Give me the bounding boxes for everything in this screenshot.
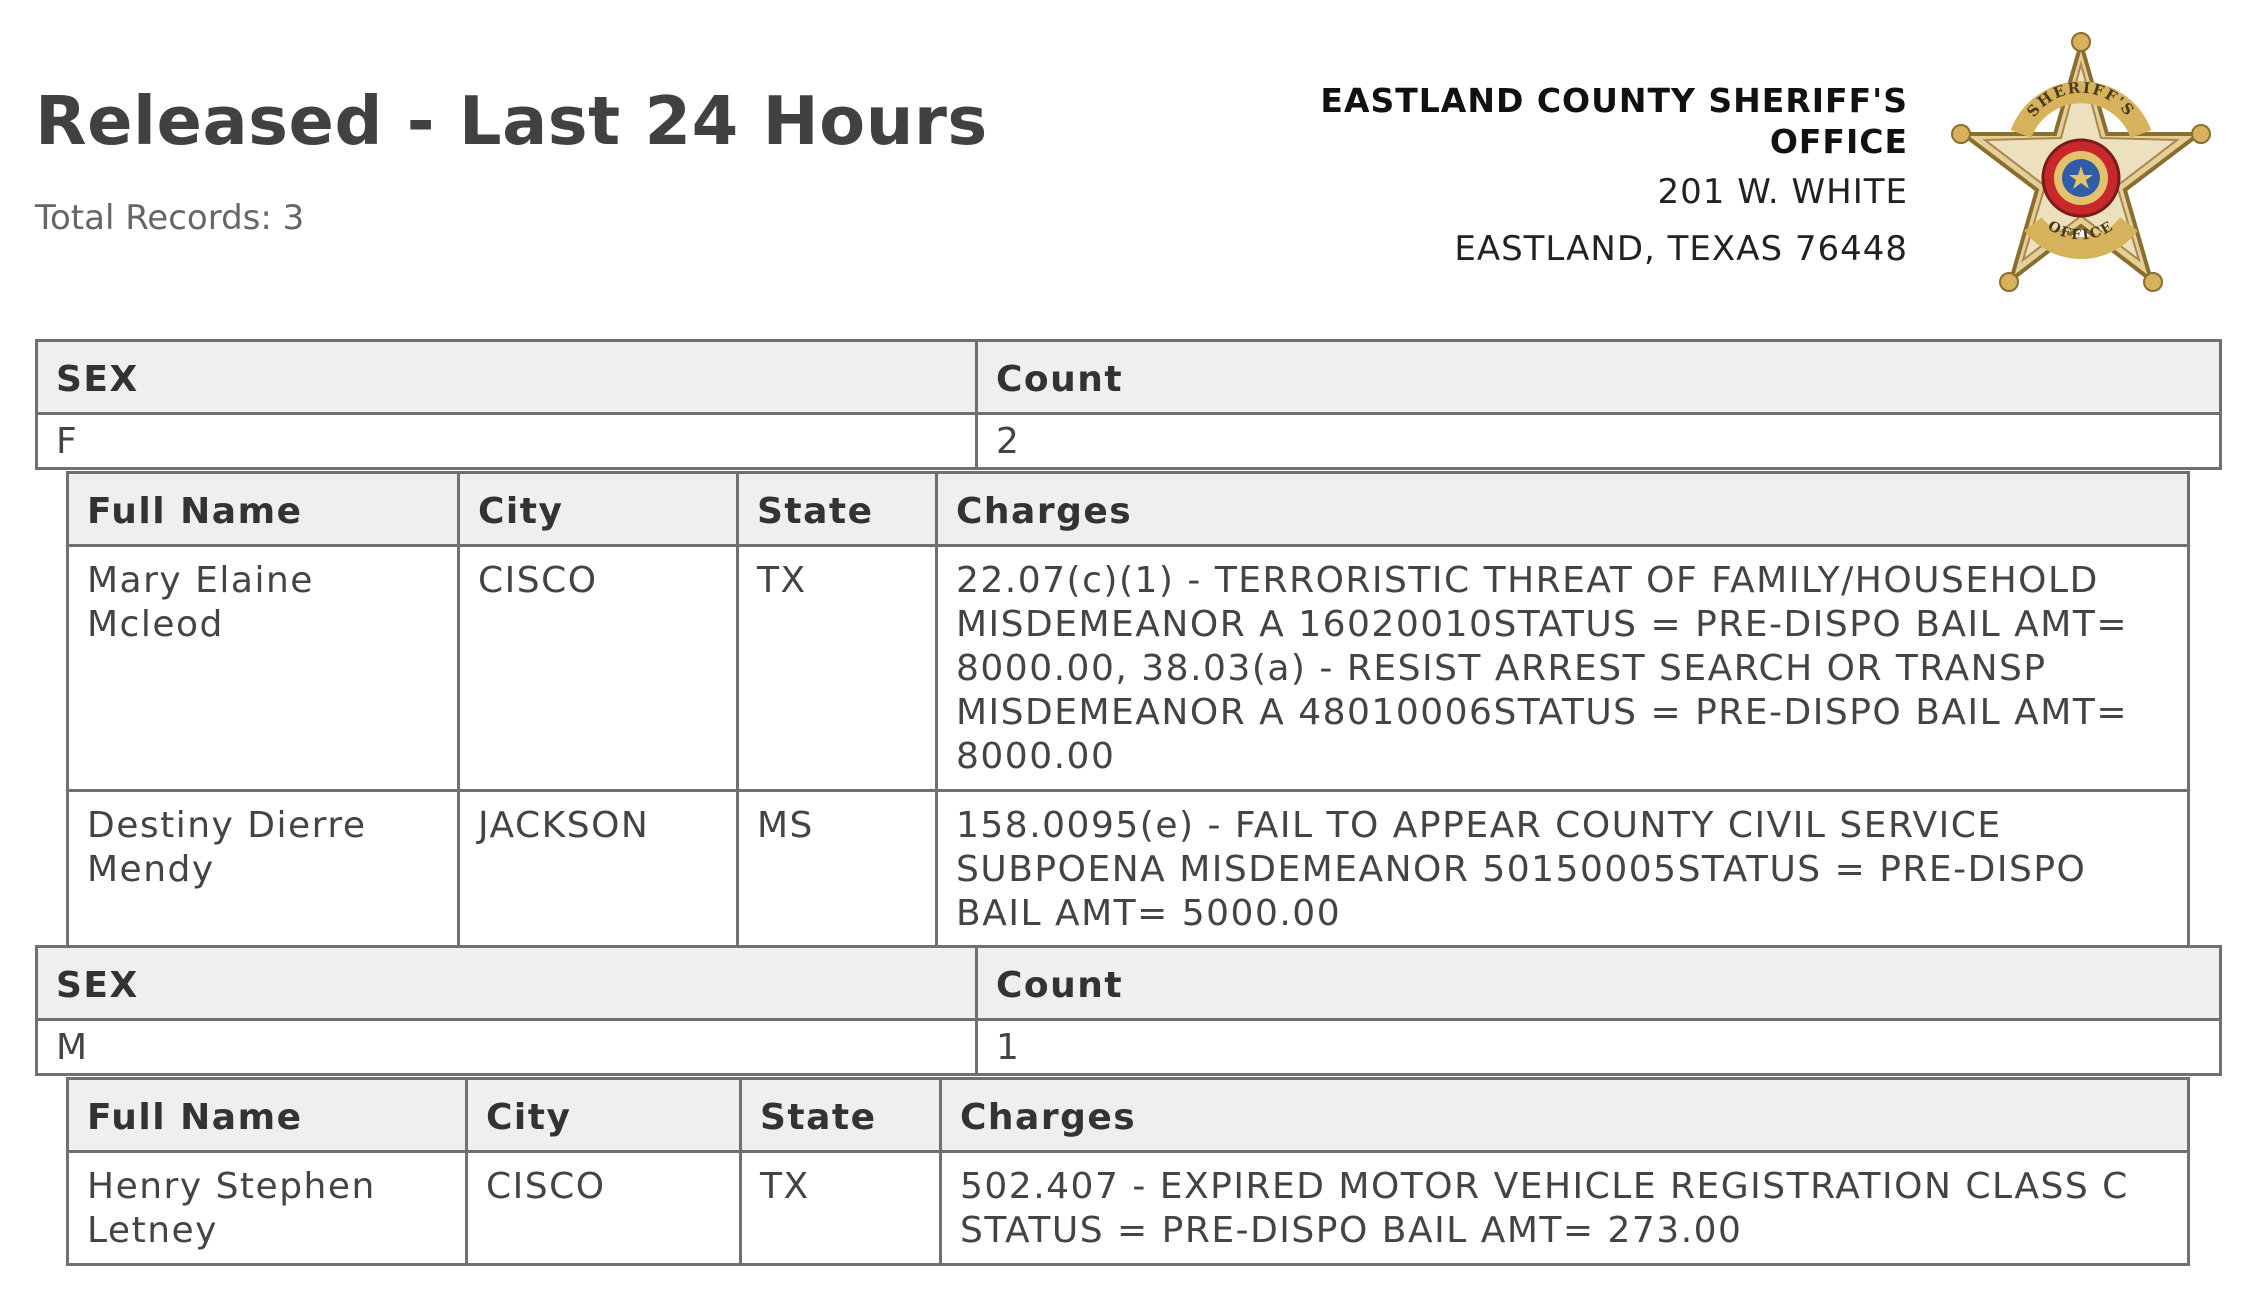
total-records: Total Records: 3 <box>35 198 305 238</box>
charges-column-header: Charges <box>941 1079 2189 1152</box>
records-header-row <box>68 473 2189 546</box>
sex-group-row <box>37 1020 2221 1075</box>
full-name-cell: Mary Elaine Mcleod <box>68 546 459 791</box>
state-column-header: State <box>738 473 937 546</box>
table-row <box>68 1152 2189 1265</box>
charges-column-header: Charges <box>937 473 2189 546</box>
agency-name-line1: EASTLAND COUNTY SHERIFF'S <box>1320 81 1908 120</box>
agency-address-street: 201 W. WHITE <box>1657 172 1908 212</box>
table-row <box>68 791 2189 948</box>
state-cell: TX <box>738 546 937 791</box>
sex-group-table-f <box>35 339 2222 470</box>
sheriff-star-badge-icon <box>1937 30 2225 308</box>
sex-group-row <box>37 414 2221 469</box>
count-column-header: Count <box>977 947 2221 1020</box>
city-cell: CISCO <box>467 1152 741 1265</box>
sex-column-header: SEX <box>37 947 977 1020</box>
city-cell: JACKSON <box>459 791 738 948</box>
sex-group-header-row <box>37 341 2221 414</box>
full-name-cell: Destiny Dierre Mendy <box>68 791 459 948</box>
records-header-row <box>68 1079 2189 1152</box>
charges-cell: 502.407 - EXPIRED MOTOR VEHICLE REGISTRATION CLASS C STATUS = PRE-DISPO BAIL AMT= 273.00 <box>941 1152 2189 1265</box>
count-column-header: Count <box>977 341 2221 414</box>
svg-text:SHERIFF'S: SHERIFF'S <box>2023 78 2139 121</box>
count-value: 1 <box>977 1020 2221 1075</box>
city-cell: CISCO <box>459 546 738 791</box>
sex-column-header: SEX <box>37 341 977 414</box>
agency-header <box>1208 80 1908 278</box>
charges-cell: 22.07(c)(1) - TERRORISTIC THREAT OF FAMILY/HOUSEHOLD MISDEMEANOR A 16020010STATUS = PRE-DISPO BAIL AMT= 8000.00, 38.03(a) - RESIST ARREST SEARCH OR TRANSP MISDEMEANOR A 48010006STATUS = PRE-DISPO BAIL AMT= 8000.00 <box>937 546 2189 791</box>
sex-group-table-m <box>35 945 2222 1076</box>
badge-seal <box>2043 140 2119 216</box>
sex-group-header-row <box>37 947 2221 1020</box>
full-name-column-header: Full Name <box>68 473 459 546</box>
sex-value: M <box>37 1020 977 1075</box>
full-name-cell: Henry Stephen Letney <box>68 1152 467 1265</box>
state-column-header: State <box>741 1079 941 1152</box>
svg-text:OFFICE: OFFICE <box>2044 217 2118 244</box>
release-records-table-m <box>66 1077 2190 1266</box>
state-cell: TX <box>741 1152 941 1265</box>
sex-value: F <box>37 414 977 469</box>
city-column-header: City <box>459 473 738 546</box>
table-row <box>68 546 2189 791</box>
charges-cell: 158.0095(e) - FAIL TO APPEAR COUNTY CIVIL SERVICE SUBPOENA MISDEMEANOR 50150005STATUS = PRE-DISPO BAIL AMT= 5000.00 <box>937 791 2189 948</box>
state-cell: MS <box>738 791 937 948</box>
agency-address-city: EASTLAND, TEXAS 76448 <box>1454 229 1908 269</box>
release-records-table-f <box>66 471 2190 949</box>
full-name-column-header: Full Name <box>68 1079 467 1152</box>
agency-name-line2: OFFICE <box>1769 122 1908 161</box>
count-value: 2 <box>977 414 2221 469</box>
report-title: Released - Last 24 Hours <box>35 82 988 160</box>
city-column-header: City <box>467 1079 741 1152</box>
